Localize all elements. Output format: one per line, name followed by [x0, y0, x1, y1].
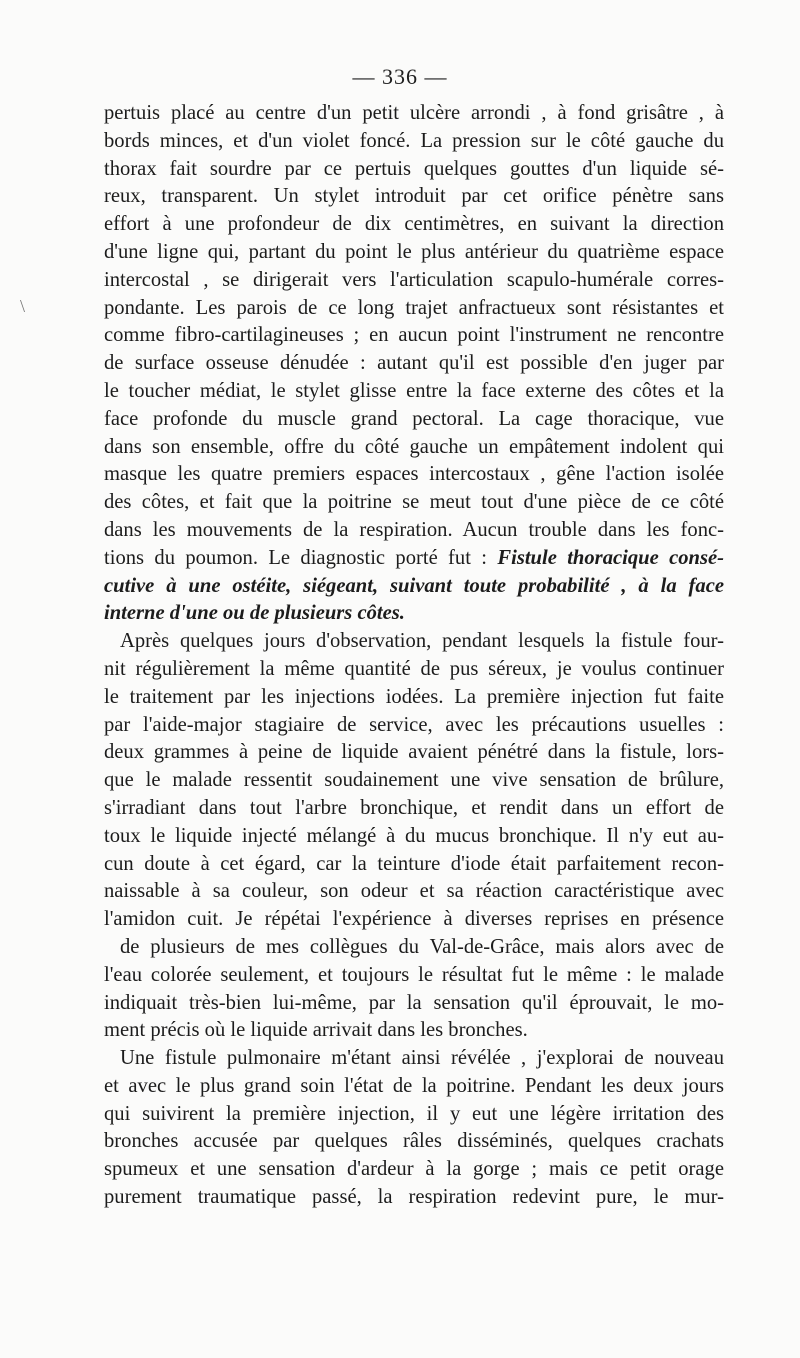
- text-line: de plusieurs de mes collègues du Val-de-Grâce, mais alors avec de: [120, 935, 724, 958]
- italic-line: [104, 600, 724, 628]
- page-body: [104, 100, 724, 1212]
- italic-diagnosis: interne d'une ou de plusieurs côtes.: [104, 602, 405, 625]
- text-line: toux le liquide injecté mélangé à du mucus bronchique. Il n'y eut au-: [104, 824, 724, 847]
- paragraph-2: [104, 628, 724, 1045]
- text-line: intercostal , se dirigerait vers l'articulation scapulo-humérale corres-: [104, 268, 724, 291]
- text-line: des côtes, et fait que la poitrine se meut tout d'une pièce de ce côté: [104, 491, 724, 514]
- text-line: indiquait très-bien lui-même, par la sensation qu'il éprouvait, le mo-: [104, 991, 724, 1014]
- text-line: l'amidon cuit. Je répétai l'expérience à diverses reprises en présence: [104, 908, 724, 931]
- text-line-with-italic: [104, 545, 724, 573]
- page-number: — 336 —: [352, 64, 448, 89]
- text-line: purement traumatique passé, la respiration redevint pure, le mur-: [104, 1186, 724, 1209]
- text-line: comme fibro-cartilagineuses ; en aucun point l'instrument ne rencontre: [104, 324, 724, 347]
- italic-diagnosis: Fistule thoracique consé-: [497, 546, 725, 569]
- paragraph-3: [104, 1045, 724, 1212]
- text-line: ment précis où le liquide arrivait dans les bronches.: [104, 1019, 528, 1042]
- margin-mark: \: [20, 296, 26, 316]
- text-line: effort à une profondeur de dix centimètres, en suivant la direction: [104, 213, 724, 236]
- text-line: bords minces, et d'un violet foncé. La pression sur le côté gauche du: [104, 129, 724, 152]
- text-line: nit régulièrement la même quantité de pus séreux, je voulus continuer: [104, 657, 724, 680]
- text-line: bronches accusée par quelques râles disséminés, quelques crachats: [104, 1130, 724, 1153]
- text-line: et avec le plus grand soin l'état de la poitrine. Pendant les deux jours: [104, 1074, 724, 1097]
- text-line: dans son ensemble, offre du côté gauche un empâtement indolent qui: [104, 435, 724, 458]
- text-line: Une fistule pulmonaire m'étant ainsi révélée , j'explorai de nouveau: [120, 1047, 724, 1070]
- text-line: de surface osseuse dénudée : autant qu'il est possible d'en juger par: [104, 352, 724, 375]
- text-line: l'eau colorée seulement, et toujours le résultat fut le même : le malade: [104, 963, 724, 986]
- text-segment: tions du poumon. Le diagnostic porté fut :: [104, 546, 498, 569]
- text-line: face profonde du muscle grand pectoral. La cage thoracique, vue: [104, 407, 724, 430]
- text-line: deux grammes à peine de liquide avaient pénétré dans la fistule, lors-: [104, 741, 724, 764]
- text-line: reux, transparent. Un stylet introduit par cet orifice pénètre sans: [104, 185, 724, 208]
- text-line: qui suivirent la première injection, il y eut une légère irritation des: [104, 1102, 724, 1125]
- text-line: cun doute à cet égard, car la teinture d'iode était parfaitement recon-: [104, 852, 724, 875]
- italic-line: [104, 573, 724, 601]
- text-line: d'une ligne qui, partant du point le plus antérieur du quatrième espace: [104, 240, 724, 263]
- text-line: le toucher médiat, le stylet glisse entre la face externe des côtes et la: [104, 379, 724, 402]
- text-line: spumeux et une sensation d'ardeur à la gorge ; mais ce petit orage: [104, 1158, 724, 1181]
- italic-diagnosis: cutive à une ostéite, siégeant, suivant toute probabilité , à la face: [104, 574, 724, 597]
- text-line: dans les mouvements de la respiration. Aucun trouble dans les fonc-: [104, 518, 724, 541]
- text-line: thorax fait sourdre par ce pertuis quelques gouttes d'un liquide sé-: [104, 157, 724, 180]
- text-line: le traitement par les injections iodées. La première injection fut faite: [104, 685, 724, 708]
- text-line: par l'aide-major stagiaire de service, avec les précautions usuelles :: [104, 713, 724, 736]
- text-line: Après quelques jours d'observation, pendant lesquels la fistule four-: [120, 630, 724, 653]
- text-line: que le malade ressentit soudainement une vive sensation de brûlure,: [104, 769, 724, 792]
- paragraph-1: [104, 100, 724, 628]
- text-line: pertuis placé au centre d'un petit ulcère arrondi , à fond grisâtre , à: [104, 102, 724, 124]
- text-line: s'irradiant dans tout l'arbre bronchique, et rendit dans un effort de: [104, 796, 724, 819]
- text-line: masque les quatre premiers espaces intercostaux , gêne l'action isolée: [104, 463, 724, 486]
- text-line: pondante. Les parois de ce long trajet anfractueux sont résistantes et: [104, 296, 724, 319]
- text-line: naissable à sa couleur, son odeur et sa réaction caractéristique avec: [104, 880, 724, 903]
